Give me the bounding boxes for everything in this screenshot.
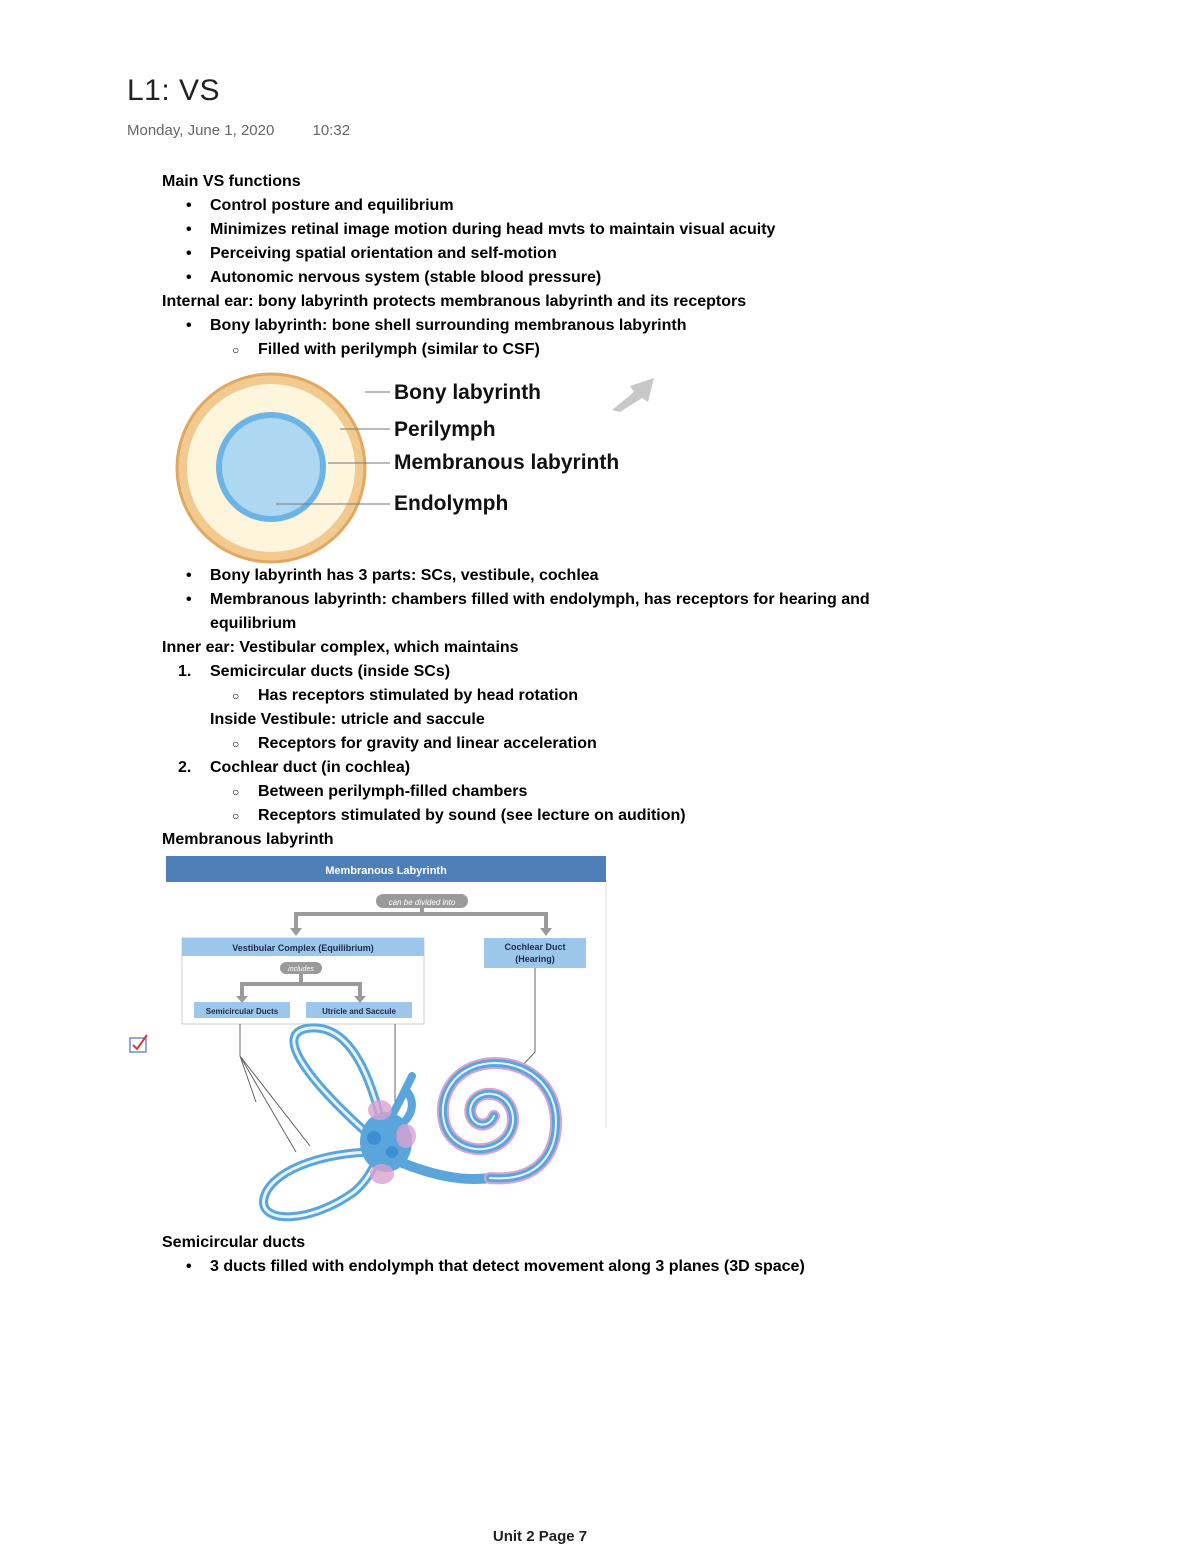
connector-top: [296, 908, 546, 930]
notes-body-2: [162, 564, 1062, 852]
vestibular-complex-text: Vestibular Complex (Equilibrium): [232, 943, 374, 953]
list-text: Cochlear duct (in cochlea): [210, 759, 411, 776]
includes-pill-text: includes: [288, 966, 314, 973]
semicircular-ducts-text: Semicircular Ducts: [205, 1007, 279, 1016]
arrowhead: [290, 928, 302, 936]
notes-body-3: [162, 1231, 1062, 1279]
list-number: 1.: [178, 663, 192, 680]
heading-main-functions: Main VS functions: [162, 173, 301, 190]
checkbox-icon[interactable]: [128, 1032, 150, 1054]
list-item: • 3 ducts filled with endolymph that detect movement along 3 planes (3D space): [162, 1255, 1062, 1279]
page-title: L1: VS: [127, 74, 221, 107]
endolymph-region: [222, 418, 320, 516]
membranous-labyrinth-diagram: [160, 852, 620, 1232]
cochlea-illustration: [443, 1063, 556, 1178]
sub-list-item: ○ Filled with perilymph (similar to CSF): [162, 338, 1062, 362]
label-perilymph: Perilymph: [394, 418, 496, 441]
list-item: • Minimizes retinal image motion during head mvts to maintain visual acuity: [162, 218, 1062, 242]
list-item: • Perceiving spatial orientation and self-motion: [162, 242, 1062, 266]
sub-list-item: ○ Receptors for gravity and linear acceleration: [162, 732, 1062, 756]
utricle-saccule-text: Utricle and Saccule: [322, 1007, 396, 1016]
arrowhead: [540, 928, 552, 936]
list-item: [162, 660, 1062, 684]
vestibular-list: [162, 660, 1062, 828]
heading-inner-ear: Inner ear: Vestibular complex, which maintains: [162, 639, 519, 656]
list-number: 2.: [178, 759, 192, 776]
label-membranous-labyrinth: Membranous labyrinth: [394, 451, 620, 474]
sub-list-item: ○ Has receptors stimulated by head rotation: [162, 684, 1062, 708]
list-text: Semicircular ducts (inside SCs): [210, 663, 451, 680]
sub-list-item: ○ Between perilymph-filled chambers: [162, 780, 1062, 804]
notes-body: [162, 170, 1062, 362]
leader-line-cochlea: [522, 968, 535, 1066]
list-item: • Control posture and equilibrium: [162, 194, 1062, 218]
list-item: [162, 756, 1062, 780]
label-endolymph: Endolymph: [394, 492, 509, 515]
bony-list: [162, 314, 1062, 362]
list-item: • Autonomic nervous system (stable blood pressure): [162, 266, 1062, 290]
heading-semicircular-ducts: Semicircular ducts: [162, 1234, 306, 1251]
cochlear-duct-subtext: (Hearing): [515, 954, 555, 964]
divided-pill-text: can be divided into: [388, 898, 456, 907]
page-meta: [127, 122, 350, 139]
cochlear-duct-text: Cochlear Duct: [504, 942, 566, 952]
heading-internal-ear: Internal ear: bony labyrinth protects membranous labyrinth and its receptors: [162, 293, 747, 310]
page-footer: Unit 2 Page 7: [492, 1528, 588, 1545]
pointer-arrow-icon: [612, 378, 654, 412]
page-time: 10:32: [312, 122, 351, 139]
leader-lines-sc: [240, 1024, 310, 1152]
bony-parts-list: [162, 564, 1062, 636]
list-item: Inside Vestibule: utricle and saccule: [210, 711, 485, 728]
list-item: • Bony labyrinth: bone shell surrounding membranous labyrinth: [162, 314, 1062, 338]
sub-list-item: ○ Receptors stimulated by sound (see lecture on audition): [162, 804, 1062, 828]
list-item: • Membranous labyrinth: chambers filled with endolymph, has receptors for hearing and equilibrium: [162, 588, 910, 636]
semicircular-list: [162, 1255, 1062, 1279]
list-item: • Bony labyrinth has 3 parts: SCs, vestibule, cochlea: [162, 564, 1062, 588]
diagram-header-text: Membranous Labyrinth: [325, 865, 447, 877]
page-date: Monday, June 1, 2020: [127, 122, 275, 139]
label-bony-labyrinth: Bony labyrinth: [394, 381, 542, 404]
main-functions-list: [162, 194, 1062, 290]
heading-membranous-labyrinth: Membranous labyrinth: [162, 831, 334, 848]
labyrinth-cross-section-diagram: [168, 366, 668, 570]
